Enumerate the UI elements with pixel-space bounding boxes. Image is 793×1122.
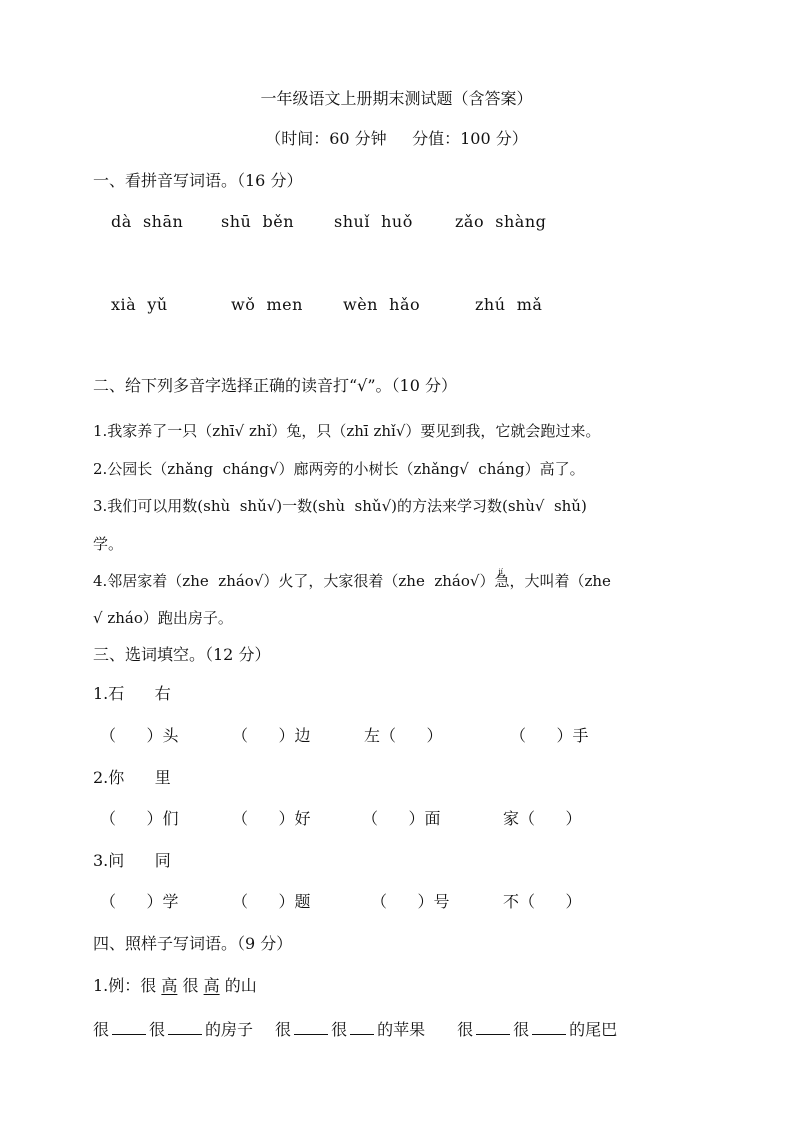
pinyin-item: xià yǔ — [111, 295, 168, 314]
ji-character: jí 急 — [494, 572, 509, 590]
word-group-1: 1.石 右 — [93, 684, 171, 703]
question-2-4 — [93, 571, 611, 591]
example-line — [93, 976, 257, 996]
question-2-4-part-a: 4.邻居家着（zhe zháo√）火了，大家很着（zhe zháo√） — [93, 572, 495, 590]
word-group-2: 2.你 里 — [93, 768, 171, 787]
char: 很 — [149, 1020, 166, 1039]
fill-blank: 左（ ） — [364, 726, 443, 745]
fill-blank: （ ）好 — [232, 809, 311, 828]
section-2-heading: 二、给下列多音字选择正确的读音打“√”。（10 分） — [93, 376, 458, 395]
fill-blank: （ ）面 — [362, 809, 441, 828]
phrase: 的房子 — [205, 1020, 254, 1039]
char: 很 — [331, 1020, 348, 1039]
answer-blank[interactable] — [350, 1018, 374, 1035]
fill-blank: （ ）号 — [371, 892, 450, 911]
question-2-3-continued: 学。 — [93, 535, 124, 553]
pinyin-item: shū běn — [221, 212, 295, 231]
section-1-heading: 一、看拼音写词语。（16 分） — [93, 171, 303, 190]
example-prefix: 1.例：很 — [93, 976, 157, 995]
question-2-4-part-c: ，大叫着（zhe — [509, 572, 611, 590]
question-2-4-continued: √ zháo）跑出房子。 — [93, 609, 233, 627]
example-word: 高 — [161, 976, 178, 995]
char: 很 — [93, 1020, 110, 1039]
pinyin-item: zhú mǎ — [475, 295, 543, 314]
example-word: 高 — [203, 976, 220, 995]
phrase: 的苹果 — [377, 1020, 426, 1039]
question-2-1: 1.我家养了一只（zhī√ zhǐ）兔，只（zhī zhǐ√）要见到我，它就会跑过来。 — [93, 422, 601, 440]
fill-blank: 家（ ） — [503, 809, 582, 828]
answer-blank[interactable] — [532, 1018, 566, 1035]
char: 很 — [457, 1020, 474, 1039]
section-3-heading: 三、选词填空。（12 分） — [93, 645, 271, 664]
example-mid: 很 — [182, 976, 199, 995]
page-title: 一年级语文上册期末测试题（含答案） — [260, 89, 533, 108]
answer-blank[interactable] — [476, 1018, 510, 1035]
pinyin-item: wǒ men — [231, 295, 303, 314]
fill-blank: （ ）题 — [232, 892, 311, 911]
pinyin-item: shuǐ huǒ — [334, 212, 413, 231]
practice-line — [93, 1018, 617, 1040]
char: 很 — [513, 1020, 530, 1039]
question-2-2: 2.公园长（zhǎng cháng√）廊两旁的小树长（zhǎng√ cháng）高了。 — [93, 460, 585, 478]
pinyin-item: dà shān — [111, 212, 184, 231]
pinyin-item: zǎo shàng — [455, 212, 547, 231]
question-2-3: 3.我们可以用数(shù shǔ√)一数(shù shǔ√)的方法来学习数(shù√ shǔ) — [93, 497, 587, 515]
fill-blank: （ ）边 — [232, 726, 311, 745]
answer-blank[interactable] — [168, 1018, 202, 1035]
word-group-3: 3.问 同 — [93, 851, 171, 870]
phrase: 的尾巴 — [569, 1020, 618, 1039]
section-4-heading: 四、照样子写词语。（9 分） — [93, 934, 293, 953]
answer-blank[interactable] — [112, 1018, 146, 1035]
pinyin-item: wèn hǎo — [343, 295, 421, 314]
fill-blank: （ ）手 — [510, 726, 589, 745]
fill-blank: （ ）学 — [100, 892, 179, 911]
page-subtitle: （时间：60 分钟 分值：100 分） — [265, 129, 528, 148]
fill-blank: 不（ ） — [503, 892, 582, 911]
char: 很 — [275, 1020, 292, 1039]
fill-blank: （ ）们 — [100, 809, 179, 828]
answer-blank[interactable] — [294, 1018, 328, 1035]
fill-blank: （ ）头 — [100, 726, 179, 745]
example-suffix: 的山 — [224, 976, 257, 995]
